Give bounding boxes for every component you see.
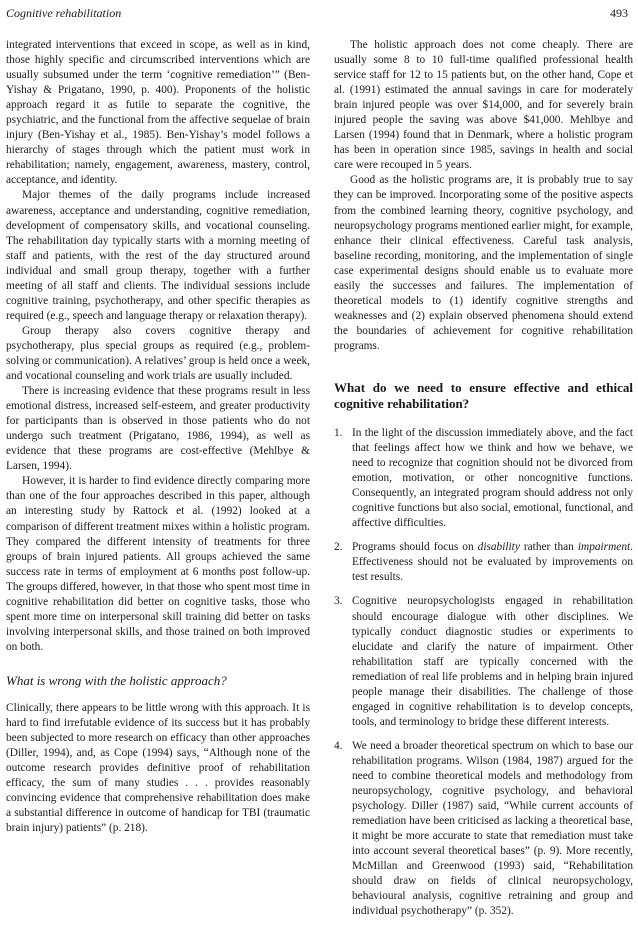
list-text: We need a broader theoretical spectrum on which to base our rehabilitation programs. Wilson (1984, 1987) argued for the need to combine theoretical models and methodology from neuropsychology, cognitive psychology, and behavioral psychology. Diller (1987) said, “While current accounts of remediation have been criticised as lacking a theoretical base, it might be more accurate to state that remediation must take into account several theoretical bases” (p. 9). More recently, McMillan and Greenwood (1993) said, “Rehabilitation should draw on fields of clinical neuropsychology, behavioural analysis, cognitive retraining and group and individual psychotherapy” (p. 352). [352, 739, 633, 918]
text-run: . Effectiveness should not be evaluated by improvements on test results. [352, 541, 633, 584]
paragraph: However, it is harder to find evidence directly comparing more than one of the four approaches described in this paper, although an interesting study by Rattock et al. (1992) looked at a comparison of different treatment mixes within a holistic program. They compared the different intensity of treatments for three groups of brain injured patients. All groups achieved the same success rate in terms of employment at 6 months post follow-up. The groups differed, however, in that those who spent most time in cognitive rehabilitation did better on cognitive tasks, those who spent more time on interpersonal skill training did better on tasks involving interpersonal skills, and those trained on both improved on both. [6, 475, 310, 653]
running-head [6, 6, 628, 26]
paragraph: The holistic approach does not come cheaply. There are usually some 8 to 10 full-time qualified professional health service staff for 12 to 15 patients but, on the other hand, Cope et al. (1991) estimated the annual savings in care for moderately brain injured people was over $14,000, and for severely brain injured people the saving was above $41,000. Mehlbye and Larsen (1994) found that in Denmark, where a holistic program has been in operation since 1985, savings in health and social care were recouped in 5 years. [334, 39, 633, 172]
list-text: In the light of the discussion immediately above, and the fact that feelings affect how we think and how we behave, we need to recognize that cognition should not be divorced from emotion, motivation, or other noncognitive functions. Consequently, an integrated program should address not only cognitive functions but also social, emotional, functional, and affective difficulties. [352, 426, 633, 530]
list-item [334, 739, 633, 920]
running-title: Cognitive rehabilitation [6, 6, 122, 20]
right-column [334, 38, 633, 928]
list-text: Cognitive neuropsychologists engaged in rehabilitation should encourage dialogue with other disciplines. We typically conduct diagnostic studies or experiments to elucidate and clarify the nature of impairment. Other rehabilitation staff are typically concerned with the remediation of real life problems and in helping brain injured people manage their disabilities. The challenge of those engaged in cognitive rehabilitation is to develop concepts, tools, and terminology to bridge these different interests. [352, 595, 633, 728]
list-number: 2. [334, 541, 343, 554]
list-item [334, 540, 633, 585]
emphasis: disability [477, 541, 520, 554]
list-text [352, 541, 633, 583]
list-number: 3. [334, 595, 343, 608]
recommendation-list [334, 426, 633, 919]
paragraph: Clinically, there appears to be little wrong with this approach. It is hard to find irrefutable evidence of its success but it has probably been subjected to more research on efficacy than other approaches (Diller, 1994), and, as Cope (1994) says, “Although none of the outcome research provides definitive proof of rehabilitation efficacy, the sum of many studies . . . provides reasonably convincing evidence that comprehensive rehabilitation does make a substantial difference in outcome of handicap for TBI (traumatic brain injury) patients” (p. 218). [6, 701, 310, 835]
text-run: rather than [519, 541, 578, 554]
page-number: 493 [610, 6, 628, 20]
paragraph: integrated interventions that exceed in scope, as well as in kind, those highly specific and circumscribed interventions which are usually subsumed under the term ‘cognitive remediation’” (Ben-Yishay & Prigatano, 1990, p. 400). Proponents of the holistic approach regard it as futile to separate the cognitive, the psychiatric, and the functional from the affective sequelae of brain injury (Ben-Yishay et al., 1985). Ben-Yishay’s model follows a hierarchy of stages through which the patient must work in rehabilitation; namely, engagement, awareness, mastery, control, acceptance, and identity. [6, 39, 310, 187]
left-column [6, 38, 310, 836]
list-number: 1. [334, 426, 343, 439]
list-item [334, 594, 633, 729]
list-item [334, 426, 633, 531]
paragraph: Major themes of the daily programs include increased awareness, acceptance and understanding, cognitive remediation, development of compensatory skills, and vocational counseling. The rehabilitation day typically starts with a morning meeting of staff and patients, with the rest of the day structured around individual and small group therapy, together with a further meeting of all staff and clients. The individual sessions include cognitive training, psychotherapy, and other specific therapies as required (e.g., speech and language therapy or relaxation therapy). [6, 189, 310, 322]
paragraph: Good as the holistic programs are, it is probably true to say they can be improved. Incorporating some of the positive aspects from the combined learning theory, cognitive psychology, and neuropsychology programs mentioned earlier might, for example, enhance their clinical effectiveness. Careful task analysis, baseline recording, monitoring, and the implementation of single case experimental designs should enable us to evaluate more easily the successes and failures. The implementation of theoretical models to (1) identify cognitive strengths and weaknesses and (2) explain observed phenomena should extend the boundaries of achievement for cognitive rehabilitation programs. [334, 174, 633, 352]
text-run: Programs should focus on [352, 541, 478, 554]
paragraph: Group therapy also covers cognitive therapy and psychotherapy, plus special groups as required (e.g., problem-solving or communication). A relatives’ group is held once a week, and vocational counseling and work trials are usually included. [6, 324, 310, 383]
section-heading: What do we need to ensure effective and ethical cognitive rehabilitation? [334, 379, 633, 411]
section-heading: What is wrong with the holistic approach? [6, 672, 227, 688]
emphasis: impairment [577, 541, 631, 554]
list-number: 4. [334, 739, 343, 752]
paragraph: There is increasing evidence that these programs result in less emotional distress, increased self-esteem, and greater productivity for participants than is observed in those patients who do not undergo such treatment (Prigatano, 1986, 1994), as well as evidence that these programs are cost-effective (Mehlbye & Larsen, 1994). [6, 385, 310, 473]
